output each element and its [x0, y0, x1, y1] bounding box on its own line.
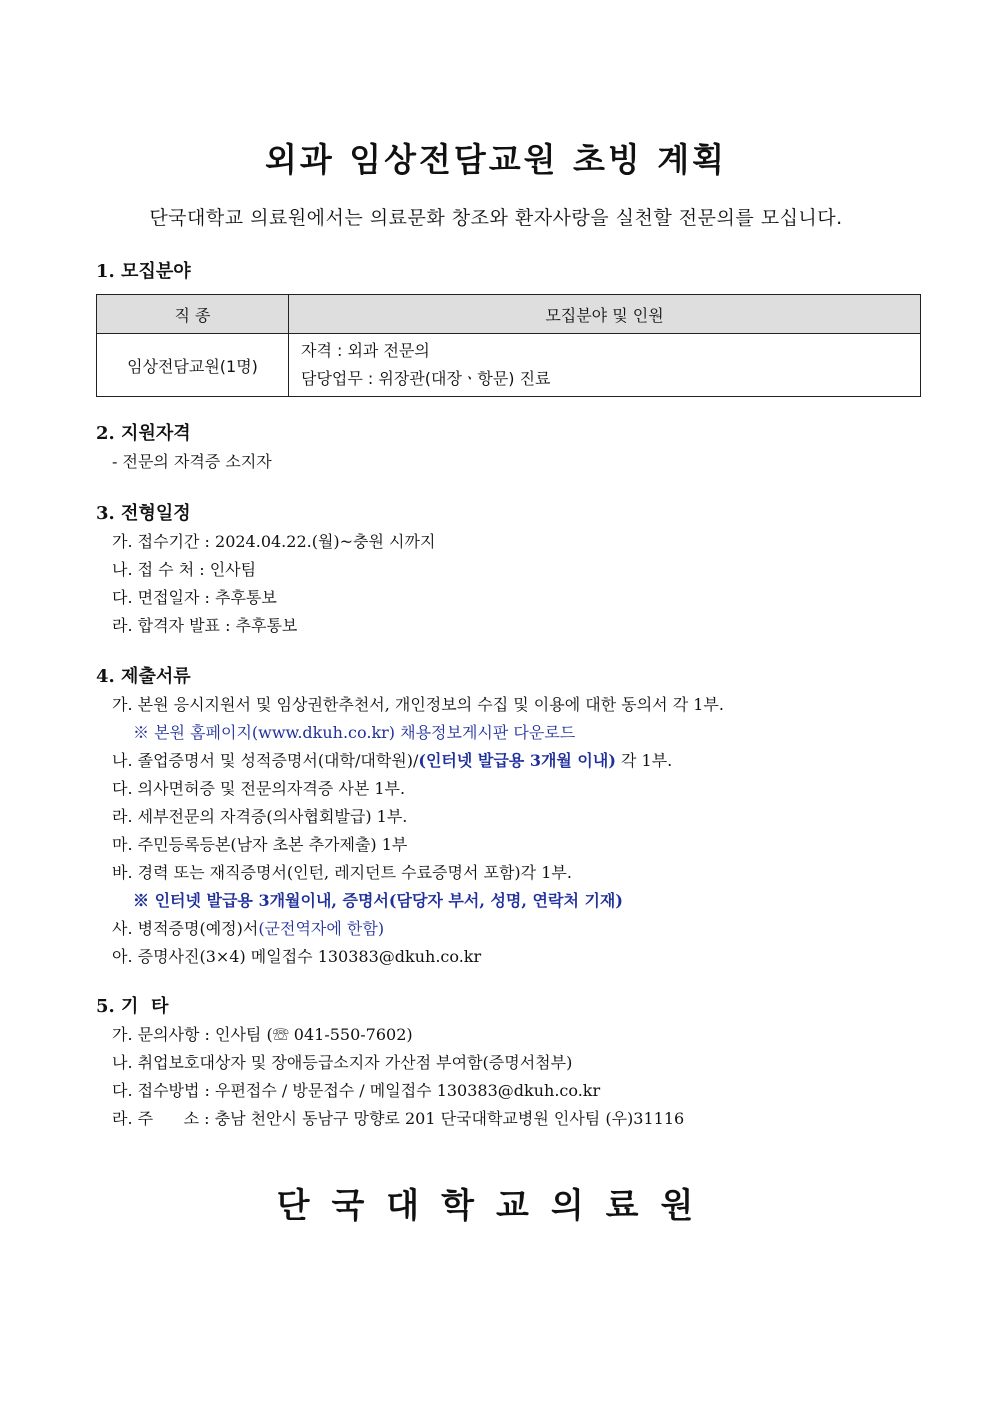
list-item: 나. 취업보호대상자 및 장애등급소지자 가산점 부여함(증명서첨부) — [112, 1053, 573, 1072]
list-item: 라. 주 소 : 충남 천안시 동남구 망향로 201 단국대학교병원 인사팀 (우)31116 — [112, 1109, 685, 1128]
table-cell-details — [289, 334, 921, 397]
section-documents — [96, 663, 926, 971]
section-heading: 3. 전형일정 — [96, 503, 191, 524]
table-row — [97, 334, 921, 397]
list-item: 아. 증명사진(3×4) 메일접수 130383@dkuh.co.kr — [112, 947, 482, 966]
duty-text: 담당업무 : 위장관(대장ㆍ항문) 진료 — [301, 369, 551, 388]
table-cell-job: 임상전담교원(1명) — [97, 334, 289, 397]
highlight-text: (인터넷 발급용 3개월 이내) — [418, 751, 616, 770]
list-item-text: 나. 졸업증명서 및 성적증명서(대학/대학원)/ — [112, 751, 419, 770]
list-item — [96, 915, 926, 943]
organization-name: 단국대학교의료원 — [276, 1186, 716, 1226]
list-item: 가. 접수기간 : 2024.04.22.(월)~충원 시까지 — [112, 532, 436, 551]
table-header-field: 모집분야 및 인원 — [289, 295, 921, 334]
qualification-text: 자격 : 외과 전문의 — [301, 341, 430, 360]
section-heading: 1. 모집분야 — [96, 261, 191, 282]
list-item-text: 각 1부. — [615, 751, 673, 770]
list-item: 마. 주민등록등본(남자 초본 추가제출) 1부 — [112, 835, 408, 854]
recruitment-table — [96, 294, 921, 397]
section-heading: 2. 지원자격 — [96, 423, 191, 444]
download-note: ※ 본원 홈페이지(www.dkuh.co.kr) 채용정보게시판 다운로드 — [133, 723, 576, 742]
list-item: 나. 접 수 처 : 인사팀 — [112, 560, 257, 579]
list-item: 가. 본원 응시지원서 및 임상권한추천서, 개인정보의 수집 및 이용에 대한 동의서 각 1부. — [112, 695, 724, 714]
list-item-text: 사. 병적증명(예정)서 — [112, 919, 259, 938]
intro-text: 단국대학교 의료원에서는 의료문화 창조와 환자사랑을 실천할 전문의를 모십니다. — [149, 207, 843, 229]
section-heading: 4. 제출서류 — [96, 666, 191, 687]
table-header-row — [97, 295, 921, 334]
list-item: - 전문의 자격증 소지자 — [112, 452, 272, 471]
list-item — [96, 747, 926, 775]
list-item: 가. 문의사항 : 인사팀 (☏ 041-550-7602) — [112, 1025, 413, 1044]
section-other — [96, 993, 926, 1133]
section-heading: 5. 기 타 — [96, 996, 169, 1017]
list-item: 라. 합격자 발표 : 추후통보 — [112, 616, 298, 635]
list-item: 라. 세부전문의 자격증(의사협회발급) 1부. — [112, 807, 408, 826]
list-item: 다. 의사면허증 및 전문의자격증 사본 1부. — [112, 779, 406, 798]
table-header-job: 직 종 — [97, 295, 289, 334]
document-title: 외과 임상전담교원 초빙 계획 — [264, 140, 727, 179]
certificate-note: ※ 인터넷 발급용 3개월이내, 증명서(담당자 부서, 성명, 연락처 기재) — [133, 891, 623, 910]
list-item: 다. 접수방법 : 우편접수 / 방문접수 / 메일접수 130383@dkuh.co.kr — [112, 1081, 601, 1100]
highlight-text: (군전역자에 한함) — [258, 919, 385, 938]
list-item: 다. 면접일자 : 추후통보 — [112, 588, 277, 607]
section-qualification — [96, 420, 926, 476]
section-schedule — [96, 500, 926, 640]
list-item: 바. 경력 또는 재직증명서(인턴, 레지던트 수료증명서 포함)각 1부. — [112, 863, 572, 882]
section-recruitment-field — [96, 258, 926, 286]
